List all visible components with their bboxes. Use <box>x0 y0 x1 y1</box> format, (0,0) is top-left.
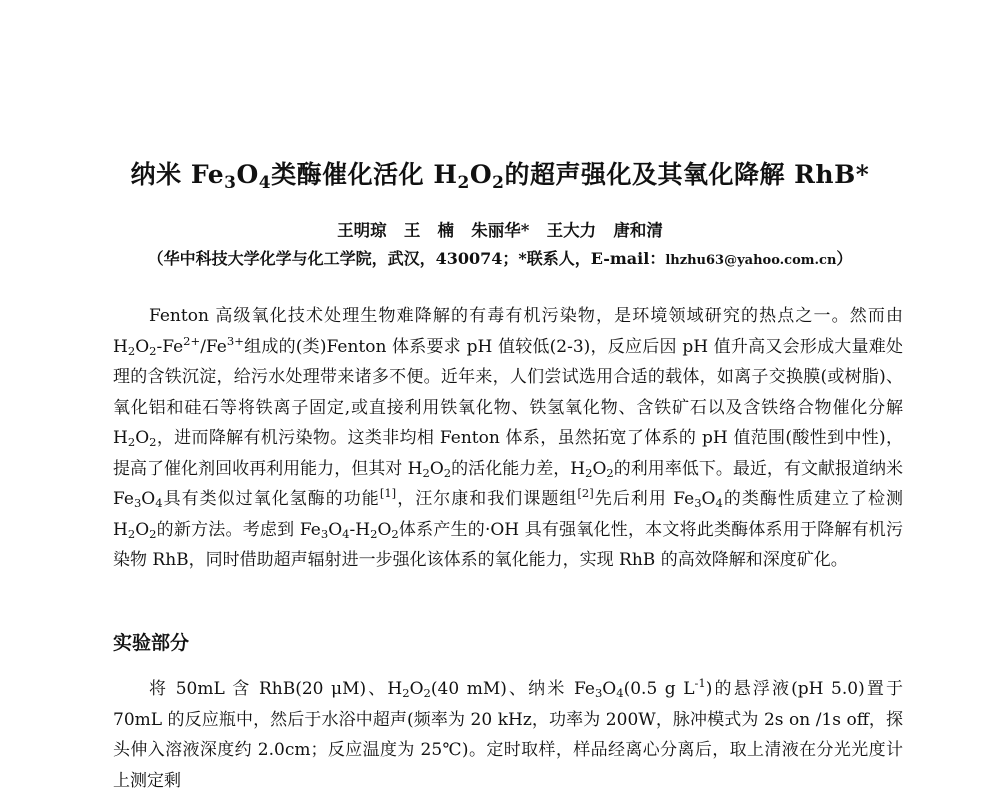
section-heading-experimental: 实验部分 <box>113 632 190 654</box>
citation-1: [1] <box>379 486 397 501</box>
contact-email: lhzhu63@yahoo.com.cn <box>665 253 837 268</box>
title-text: 纳米 Fe <box>130 160 225 189</box>
affiliation-close: ） <box>836 249 853 268</box>
author-list: 王明琼 王 楠 朱丽华* 王大力 唐和清 <box>337 221 663 240</box>
experimental-paragraph: 将 50mL 含 RhB(20 μM)、$H_2O_2(40$ mM)、纳米 $Fe_3O_4(0.5$ g $L^{-1}$)的悬浮液(pH 5.0)置于 70mL 的反应瓶中，然后于水浴中超声(频率为 20 kHz，功率为 200W，脉冲模式为 2s on /1s off，探头伸入溶液深度约 2.0cm；反应温度为 25℃)。定时取样，样品经离心分离后，取上清液在分光光度计上测定剩 <box>113 676 903 791</box>
paper-title <box>0 155 1000 191</box>
title-text: 类酶催化活化 H <box>271 160 458 189</box>
affiliation <box>0 246 1000 269</box>
title-text: O <box>236 160 259 189</box>
title-subscript: 2 <box>457 172 470 193</box>
affiliation-text: （华中科技大学化学与化工学院，武汉，430074；*联系人，E-mail： <box>147 249 666 268</box>
intro-paragraph: Fenton 高级氧化技术处理生物难降解的有毒有机污染物，是环境领域研究的热点之一。然而由 $H_2O_2-Fe^{2+}/Fe^{3+}$组成的(类)Fenton 体系要求 pH 值较低(2-3)，反应后因 pH 值升高又会形成大量难处理的含铁沉淀，给污水处理带来诸多不便。近年来，人们尝试选用合适的载体，如离子交换膜(或树脂)、氧化铝和硅石等将铁离子固定,或直接利用铁氧化物、铁氢氧化物、含铁矿石以及含铁络合物催化分解 $H_2O_2$，进而降解有机污染物。这类非均相 Fenton 体系，虽然拓宽了体系的 pH 值范围(酸性到中性)，提高了催化剂回收再利用能力，但其对 $H_2O_2$的活化能力差，$H_2O_2$的利用率低下。最近，有文献报道纳米 $Fe_3O_4$具有类似过氧化氢酶的功能[1]，汪尔康和我们课题组[2]先后利用 $Fe_3O_4$的类酶性质建立了检测 $H_2O_2$的新方法。考虑到 $Fe_3O_4-H_2O_2$体系产生的·OH 具有强氧化性，本文将此类酶体系用于降解有机污染物 RhB，同时借助超声辐射进一步强化该体系的氧化能力，实现 RhB 的高效降解和深度矿化。 <box>113 306 904 570</box>
title-text: 的超声强化及其氧化降解 RhB* <box>504 160 870 189</box>
title-subscript: 3 <box>224 172 237 193</box>
title-subscript: 4 <box>258 172 272 193</box>
citation-2: [2] <box>577 486 594 501</box>
title-text: O <box>469 160 493 189</box>
title-subscript: 2 <box>492 172 505 193</box>
